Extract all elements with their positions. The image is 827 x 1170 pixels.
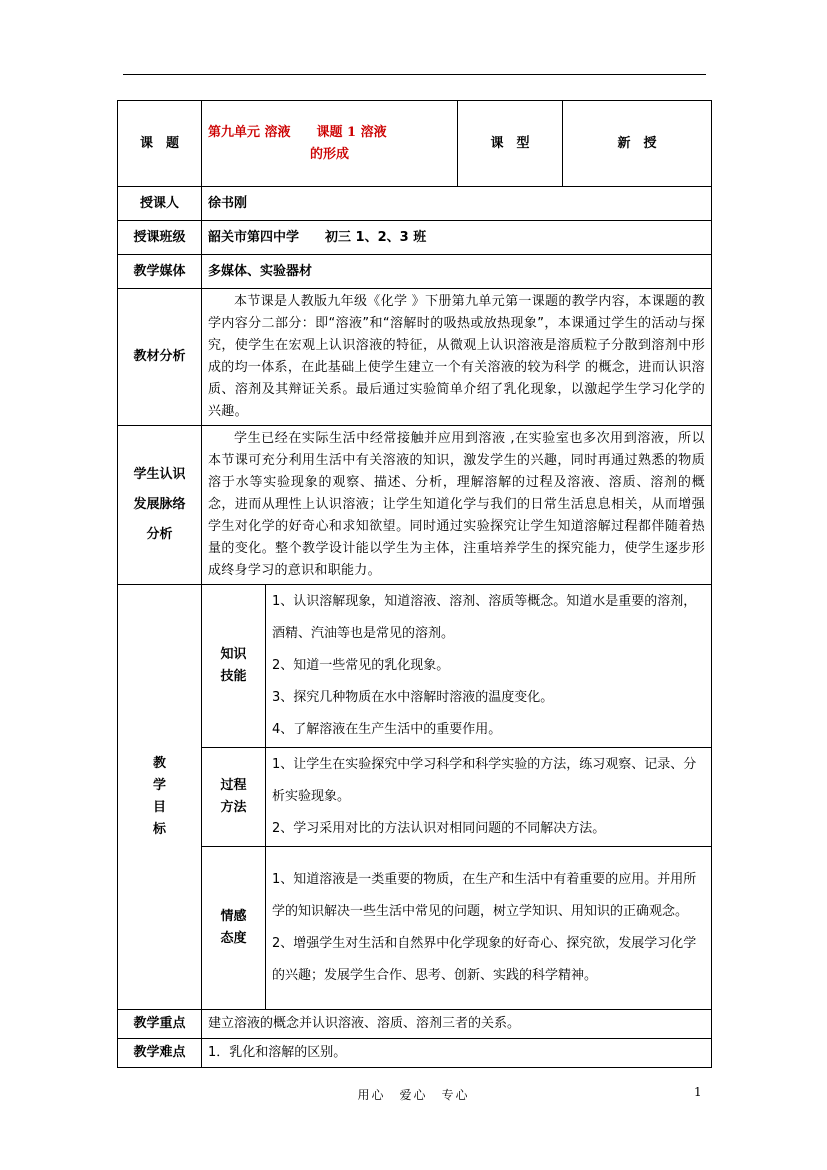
key-point-label: 教学重点	[118, 1010, 202, 1039]
media-value: 多媒体、实验器材	[202, 255, 712, 289]
student-analysis-label	[118, 426, 202, 585]
goal-process-row	[118, 748, 712, 847]
knowledge-label-line1: 知识	[220, 647, 247, 662]
title-row	[118, 101, 712, 187]
page-number: 1	[694, 1085, 702, 1099]
goal-knowledge-row	[118, 585, 712, 748]
student-analysis-text: 学生已经在实际生活中经常接触并应用到溶液 ,在实验室也多次用到溶液，所以本节课可充分利用生活中有关溶液的知识，激发学生的兴趣，同时再通过熟悉的物质溶于水等实验现象的观察、描述、分析，理解溶解的过程及溶液、溶质、溶剂的概念，进而从理性上认识溶液；让学生知道化学与我们的日常生活息息相关，从而增强学生对化学的好奇心和求知欲望。同时通过实验探究让学生知道溶解过程都伴随着热量的变化。整个教学设计能以学生为主体，注重培养学生的探究能力，使学生逐步形成终身学习的意识和职能力。	[202, 426, 712, 585]
emotion-goals	[266, 847, 712, 1010]
process-method-label	[202, 748, 266, 847]
difficult-point-row	[118, 1039, 712, 1068]
media-label: 教学媒体	[118, 255, 202, 289]
media-row	[118, 255, 712, 289]
process-goal-item: 2、学习采用对比的方法认识对相同问题的不同解决方法。	[272, 821, 606, 836]
knowledge-goal-item: 4、了解溶液在生产生活中的重要作用。	[272, 722, 502, 737]
lesson-type-value: 新 授	[563, 101, 712, 187]
teacher-row	[118, 187, 712, 221]
knowledge-goal-item: 3、探究几种物质在水中溶解时溶液的温度变化。	[272, 690, 554, 705]
lesson-plan-table	[117, 100, 712, 1068]
process-label-line2: 方法	[220, 800, 247, 815]
key-point-row	[118, 1010, 712, 1039]
student-analysis-row	[118, 426, 712, 585]
knowledge-goal-item: 2、知道一些常见的乳化现象。	[272, 658, 450, 673]
lesson-title	[202, 101, 458, 187]
process-label-line1: 过程	[220, 778, 247, 793]
teacher-value: 徐书刚	[202, 187, 712, 221]
emotion-goal-item: 2、增强学生对生活和自然界中化学现象的好奇心、探究欲，发展学习化学的兴趣；发展学生合作、思考、创新、实践的科学精神。	[272, 936, 697, 983]
emotion-label-line1: 情感	[220, 909, 247, 924]
class-value: 韶关市第四中学 初三 1、2、3 班	[202, 221, 712, 255]
goal-char-1: 教	[152, 756, 166, 771]
teaching-goals-label	[118, 585, 202, 1010]
student-analysis-label-line1: 学生认识	[133, 467, 186, 482]
topic-label: 课 题	[118, 101, 202, 187]
student-analysis-label-line2: 发展脉络	[133, 497, 186, 512]
class-row	[118, 221, 712, 255]
material-analysis-text: 本节课是人教版九年级《化学 》下册第九单元第一课题的教学内容，本课题的教学内容分二部分：即“溶液”和“溶解时的吸热或放热现象”，本课通过学生的活动与探究，使学生在宏观上认识溶液的特征，从微观上认识溶液是溶质粒子分散到溶剂中形成的均一体系，在此基础上使学生建立一个有关溶液的较为科学 的概念，进而认识溶质、溶剂及其辩证关系。最后通过实验简单介绍了乳化现象，以激起学生学习化学的兴趣。	[202, 289, 712, 426]
goal-emotion-row	[118, 847, 712, 1010]
difficult-point-value: 1．乳化和溶解的区别。	[202, 1039, 712, 1068]
lesson-title-line1: 第九单元 溶液 课题 1 溶液	[208, 124, 387, 140]
emotion-goal-item: 1、知道溶液是一类重要的物质，在生产和生活中有着重要的应用。并用所学的知识解决一些生活中常见的问题，树立学知识、用知识的正确观念。	[272, 872, 697, 919]
footer-motto: 用心 爱心 专心	[357, 1088, 470, 1102]
teacher-label: 授课人	[118, 187, 202, 221]
knowledge-label-line2: 技能	[220, 669, 247, 684]
student-analysis-label-line3: 分析	[146, 527, 173, 542]
knowledge-skill-label	[202, 585, 266, 748]
header-rule	[123, 74, 706, 75]
lesson-type-label: 课 型	[458, 101, 563, 187]
class-label: 授课班级	[118, 221, 202, 255]
process-goals	[266, 748, 712, 847]
lesson-title-line2: 的形成	[309, 146, 349, 162]
material-analysis-row	[118, 289, 712, 426]
process-goal-item: 1、让学生在实验探究中学习科学和科学实验的方法，练习观察、记录、分析实验现象。	[272, 757, 697, 804]
emotion-attitude-label	[202, 847, 266, 1010]
key-point-value: 建立溶液的概念并认识溶液、溶质、溶剂三者的关系。	[202, 1010, 712, 1039]
goal-char-2: 学	[152, 778, 166, 793]
knowledge-goal-item: 1、认识溶解现象，知道溶液、溶剂、溶质等概念。知道水是重要的溶剂，酒精、汽油等也是常见的溶剂。	[272, 594, 697, 641]
goal-char-4: 标	[152, 822, 166, 837]
knowledge-goals	[266, 585, 712, 748]
material-analysis-label: 教材分析	[118, 289, 202, 426]
emotion-label-line2: 态度	[220, 931, 247, 946]
goal-char-3: 目	[152, 800, 166, 815]
difficult-point-label: 教学难点	[118, 1039, 202, 1068]
